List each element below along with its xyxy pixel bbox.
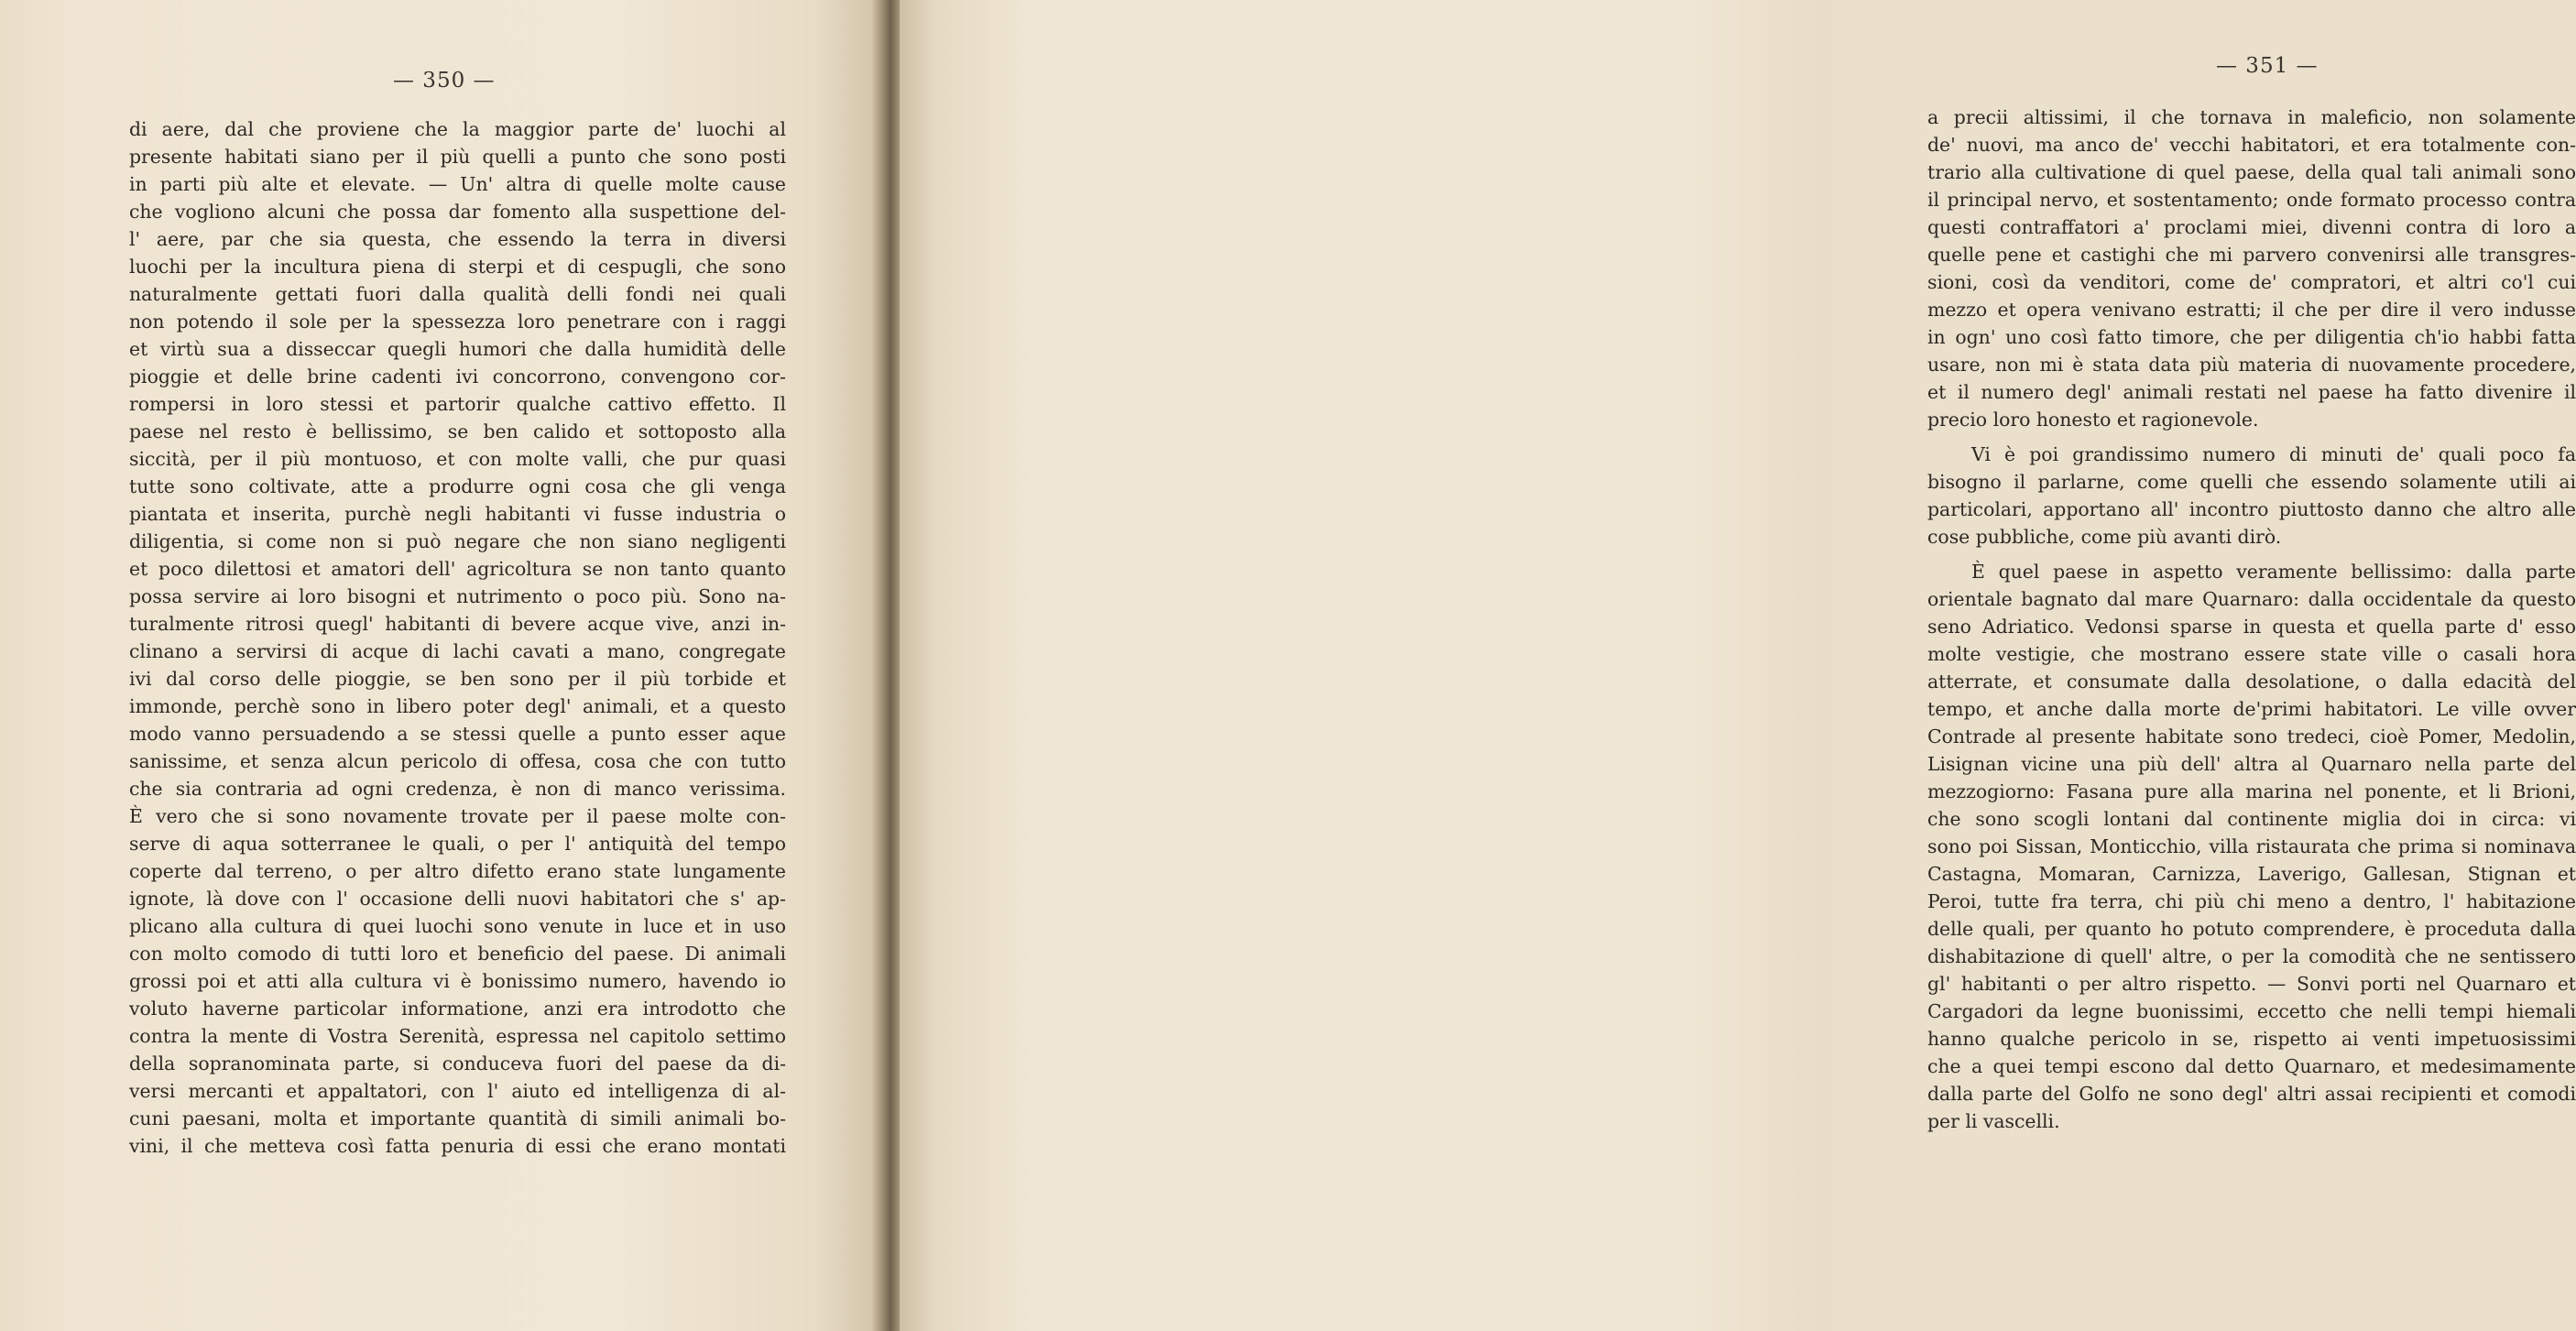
text-line: modo vanno persuadendo a se stessi quelle a punto esser aque bbox=[129, 723, 786, 745]
text-line: in ogn' uno così fatto timore, che per diligentia ch'io habbi fatta bbox=[1927, 326, 2576, 348]
text-line: che vogliono alcuni che possa dar fomento alla suspettione del- bbox=[129, 201, 786, 223]
text-line: piantata et inserita, purchè negli habitanti vi fusse industria o bbox=[129, 503, 786, 525]
page-number: — 350 — bbox=[393, 69, 496, 93]
text-line: rompersi in loro stessi et partorir qualche cattivo effetto. Il bbox=[129, 393, 786, 415]
text-line: di aere, dal che proviene che la maggior parte de' luochi al bbox=[129, 118, 786, 140]
text-line: coperte dal terreno, o per altro difetto erano state lungamente bbox=[129, 860, 786, 882]
text-line: hanno qualche pericolo in se, rispetto ai venti impetuosissimi bbox=[1927, 1028, 2576, 1050]
text-line: mezzo et opera venivano estratti; il che per dire il vero indusse bbox=[1927, 299, 2576, 321]
text-line: siccità, per il più montuoso, et con molte valli, che pur quasi bbox=[129, 448, 786, 470]
text-line: voluto haverne particolar informatione, anzi era introdotto che bbox=[129, 998, 786, 1020]
text-line: diligentia, si come non si può negare che non siano negligenti bbox=[129, 530, 786, 552]
text-line: mezzogiorno: Fasana pure alla marina nel ponente, et li Brioni, bbox=[1927, 780, 2576, 802]
text-line: turalmente ritrosi quegl' habitanti di bevere acque vive, anzi in- bbox=[129, 613, 786, 635]
text-line: questi contraffatori a' proclami miei, divenni contra di loro a bbox=[1927, 216, 2576, 238]
text-line: orientale bagnato dal mare Quarnaro: dalla occidentale da questo bbox=[1927, 588, 2576, 610]
text-line: clinano a servirsi di acque di lachi cavati a mano, congregate bbox=[129, 640, 786, 662]
text-line: presente habitati siano per il più quelli a punto che sono posti bbox=[129, 146, 786, 168]
text-line: non potendo il sole per la spessezza loro penetrare con i raggi bbox=[129, 311, 786, 333]
text-line: Peroi, tutte fra terra, chi più chi meno a dentro, l' habitazione bbox=[1927, 890, 2576, 912]
text-line: particolari, apportano all' incontro piuttosto danno che altro alle bbox=[1927, 498, 2576, 520]
text-line: È vero che si sono novamente trovate per il paese molte con- bbox=[129, 805, 786, 827]
text-line: tutte sono coltivate, atte a produrre ogni cosa che gli venga bbox=[129, 475, 786, 497]
text-line: della sopranominata parte, si conduceva fuori del paese da di- bbox=[129, 1053, 786, 1075]
text-line: Cargadori da legne buonissimi, eccetto che nelli tempi hiemali bbox=[1927, 1000, 2576, 1022]
text-line: serve di aqua sotterranee le quali, o per l' antiquità del tempo bbox=[129, 833, 786, 855]
text-line: versi mercanti et appaltatori, con l' aiuto ed intelligenza di al- bbox=[129, 1080, 786, 1102]
right-page-text bbox=[1927, 104, 2576, 1135]
text-line: immonde, perchè sono in libero poter degl' animali, et a questo bbox=[129, 695, 786, 717]
text-line: grossi poi et atti alla cultura vi è bonissimo numero, havendo io bbox=[129, 970, 786, 992]
text-line: il principal nervo, et sostentamento; onde formato processo contra bbox=[1927, 189, 2576, 211]
text-line: che a quei tempi escono dal detto Quarnaro, et medesimamente bbox=[1927, 1055, 2576, 1077]
text-line: per li vascelli. bbox=[1927, 1110, 2060, 1132]
text-line: seno Adriatico. Vedonsi sparse in questa et quella parte d' esso bbox=[1927, 616, 2576, 638]
text-line: che sia contraria ad ogni credenza, è non di manco verissima. bbox=[129, 778, 786, 800]
text-line: plicano alla cultura di quei luochi sono venute in luce et in uso bbox=[129, 915, 786, 937]
text-line: quelle pene et castighi che mi parvero convenirsi alle transgres- bbox=[1927, 244, 2576, 266]
text-line: sioni, così da venditori, come de' compratori, et altri co'l cui bbox=[1927, 271, 2576, 293]
text-line: ivi dal corso delle pioggie, se ben sono per il più torbide et bbox=[129, 668, 786, 690]
text-line: gl' habitanti o per altro rispetto. — Sonvi porti nel Quarnaro et bbox=[1927, 973, 2576, 995]
text-line: in parti più alte et elevate. — Un' altra di quelle molte cause bbox=[129, 173, 786, 195]
text-line: dalla parte del Golfo ne sono degl' altri assai recipienti et comodi bbox=[1927, 1083, 2576, 1105]
text-line: dishabitazione di quell' altre, o per la comodità che ne sentissero bbox=[1927, 945, 2576, 967]
text-line: et virtù sua a disseccar quegli humori che dalla humidità delle bbox=[129, 338, 786, 360]
text-line: contra la mente di Vostra Serenità, espressa nel capitolo settimo bbox=[129, 1025, 786, 1047]
text-line: tempo, et anche dalla morte de'primi habitatori. Le ville ovver bbox=[1927, 698, 2576, 720]
text-line: atterrate, et consumate dalla desolatione, o dalla edacità del bbox=[1927, 671, 2576, 693]
text-line: cuni paesani, molta et importante quantità di simili animali bo- bbox=[129, 1107, 786, 1129]
text-line: a precii altissimi, il che tornava in maleficio, non solamente bbox=[1927, 106, 2576, 128]
page-number: — 351 — bbox=[2216, 54, 2319, 78]
text-line: vini, il che metteva così fatta penuria di essi che erano montati bbox=[129, 1135, 786, 1157]
text-line: precio loro honesto et ragionevole. bbox=[1927, 409, 2259, 431]
text-line: naturalmente gettati fuori dalla qualità delli fondi nei quali bbox=[129, 283, 786, 305]
text-line: luochi per la incultura piena di sterpi et di cespugli, che sono bbox=[129, 256, 786, 278]
text-line: molte vestigie, che mostrano essere state ville o casali hora bbox=[1927, 643, 2576, 665]
text-line: l' aere, par che sia questa, che essendo la terra in diversi bbox=[129, 228, 786, 250]
text-line: che sono scogli lontani dal continente miglia doi in circa: vi bbox=[1927, 808, 2576, 830]
text-line: possa servire ai loro bisogni et nutrimento o poco più. Sono na- bbox=[129, 585, 786, 607]
paragraph-gap bbox=[1927, 551, 2576, 558]
text-line: et il numero degl' animali restati nel paese ha fatto divenire il bbox=[1927, 381, 2576, 403]
text-line: usare, non mi è stata data più materia di nuovamente procedere, bbox=[1927, 354, 2576, 376]
text-line: de' nuovi, ma anco de' vecchi habitatori, et era totalmente con- bbox=[1927, 134, 2576, 156]
text-line: sono poi Sissan, Monticchio, villa ristaurata che prima si nominava bbox=[1927, 835, 2576, 857]
left-page-text bbox=[129, 115, 786, 1160]
text-line: Castagna, Momaran, Carnizza, Laverigo, Gallesan, Stignan et bbox=[1927, 863, 2576, 885]
left-page bbox=[0, 0, 887, 1331]
text-line: sanissime, et senza alcun pericolo di offesa, cosa che con tutto bbox=[129, 750, 786, 772]
text-line: cose pubbliche, come più avanti dirò. bbox=[1927, 526, 2282, 548]
text-line: paese nel resto è bellissimo, se ben calido et sottoposto alla bbox=[129, 420, 786, 442]
paragraph-gap bbox=[1927, 433, 2576, 441]
right-page bbox=[900, 0, 2576, 1331]
text-line: Contrade al presente habitate sono tredeci, cioè Pomer, Medolin, bbox=[1927, 726, 2576, 747]
text-line: Lisignan vicine una più dell' altra al Quarnaro nella parte del bbox=[1927, 753, 2576, 775]
text-line: Vi è poi grandissimo numero di minuti de' quali poco fa bbox=[1971, 443, 2576, 465]
text-line: È quel paese in aspetto veramente bellissimo: dalla parte bbox=[1971, 561, 2576, 583]
text-line: bisogno il parlarne, come quelli che essendo solamente utili ai bbox=[1927, 471, 2576, 493]
text-line: delle quali, per quanto ho potuto comprendere, è proceduta dalla bbox=[1927, 918, 2576, 940]
text-line: et poco dilettosi et amatori dell' agricoltura se non tanto quanto bbox=[129, 558, 786, 580]
text-line: ignote, là dove con l' occasione delli nuovi habitatori che s' ap- bbox=[129, 888, 786, 910]
text-line: pioggie et delle brine cadenti ivi concorrono, convengono cor- bbox=[129, 365, 786, 387]
text-line: con molto comodo di tutti loro et beneficio del paese. Di animali bbox=[129, 943, 786, 965]
text-line: trario alla cultivatione di quel paese, della qual tali animali sono bbox=[1927, 161, 2576, 183]
